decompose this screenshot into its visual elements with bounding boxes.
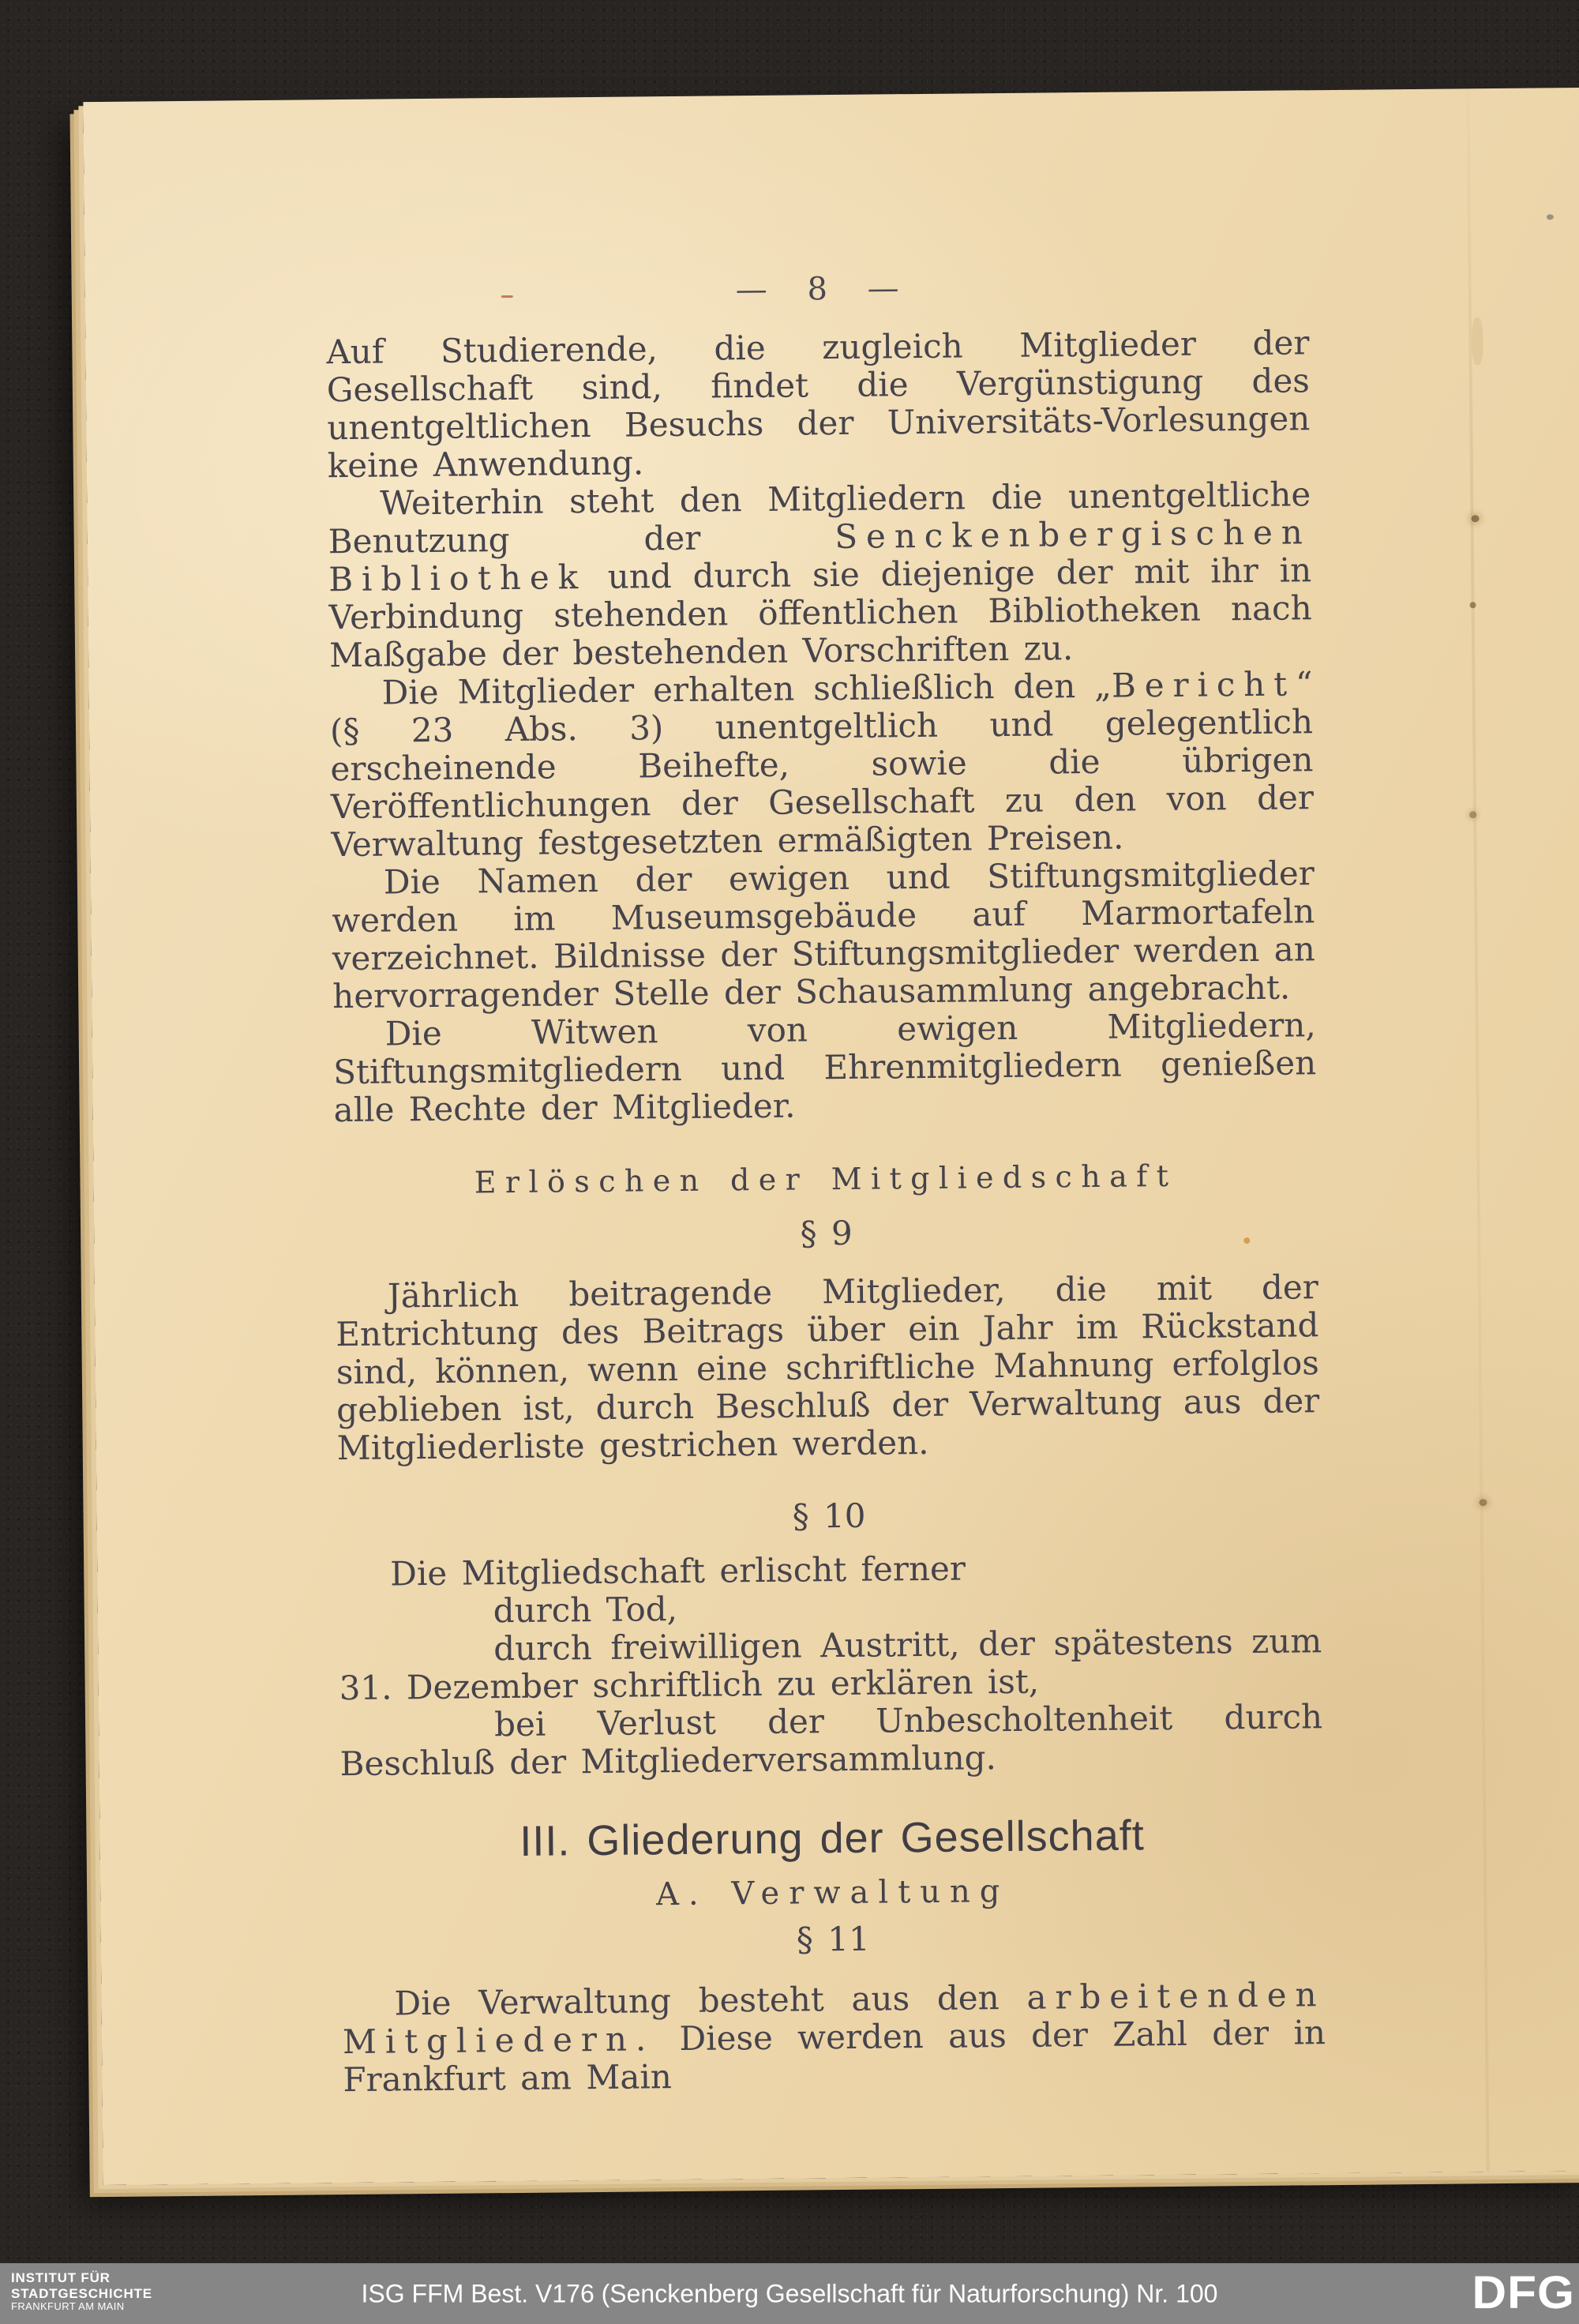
paragraph-library: Weiterhin steht den Mitgliedern die unentgeltliche Benutzung der Senckenbergischen Bibliothek und durch sie diejenige der mit ihr in Verbindung stehenden öffentlichen Bibliotheken nach Maßgabe der bestehenden Vorschriften zu. [328,475,1312,675]
isg-logo-line: INSTITUT FÜR [11,2270,111,2285]
fold-crease [1466,88,1489,2172]
archive-caption: ISG FFM Best. V176 (Senckenberg Gesellschaft für Naturforschung) Nr. 100 [361,2279,1218,2307]
isg-logo-line: STADTGESCHICHTE [11,2285,152,2301]
paragraph-rueckstand: Jährlich beitragende Mitglieder, die mit der Entrichtung des Beitrags über ein Jahr im Rückstand sind, können, wenn eine schriftliche Mahnung erfolglos geblieben ist, durch Beschluß der Verwaltung aus der Mitgliederliste gestrichen werden. [336,1267,1320,1468]
paper-stain [1472,317,1483,365]
isg-logo-line: FRANKFURT AM MAIN [11,2300,125,2313]
stitch-hole [1470,602,1476,608]
stitch-hole [1469,811,1476,818]
document-page [83,88,1579,2185]
paragraph-students: Auf Studierende, die zugleich Mitglieder der Gesellschaft sind, findet die Vergünstigung des unentgeltlichen Besuchs der Universitäts-Vorlesungen keine Anwendung. [326,323,1311,486]
section-mark-10: § 10 [792,1496,866,1536]
heading-erloeschen: Erlöschen der Mitgliedschaft [474,1158,1178,1200]
footer-bar [0,2263,1579,2324]
document-text [325,265,1326,2099]
paragraph-witwen: Die Witwen von ewigen Mitgliedern, Stiftungsmitgliedern und Ehrenmitgliedern genießen alle Rechte der Mitglieder. [332,1005,1317,1130]
paragraph-verwaltung-besteht: Die Verwaltung besteht aus den arbeitenden Mitgliedern. Diese werden aus der Zahl der in Frankfurt am Main [342,1975,1326,2100]
paragraph-erlischt: Die Mitgliedschaft erlischt ferner [390,1549,966,1594]
paper-stain [1547,214,1554,220]
list-item-austritt: durch freiwilligen Austritt, der spätestens zum 31. Dezember schriftlich zu erklären ist, [339,1621,1322,1708]
heading-gliederung: III. Gliederung der Gesellschaft [519,1812,1145,1865]
section-mark-9: § 9 [800,1213,853,1253]
stitch-hole [1479,1499,1487,1506]
list-item-tod: durch Tod, [493,1590,678,1631]
isg-logo [11,2270,152,2313]
paragraph-bericht: Die Mitglieder erhalten schließlich den „Bericht“ (§ 23 Abs. 3) unentgeltlich und gelegentlich erscheinende Beihefte, sowie die übrigen Veröffentlichungen der Gesellschaft zu den von der Verwaltung festgesetzten ermäßigten Preisen. [329,664,1315,865]
page-number: — 8 — [735,270,899,309]
paragraph-marmortafeln: Die Namen der ewigen und Stiftungsmitglieder werden im Museumsgebäude auf Marmortafeln verzeichnet. Bildnisse der Stiftungsmitglieder werden an hervorragender Stelle der Schausammlung angebracht. [332,854,1315,1016]
list-item-unbescholtenheit: bei Verlust der Unbescholtenheit durch Beschluß der Mitgliederversammlung. [339,1697,1323,1784]
dfg-logo: DFG [1472,2266,1575,2318]
stitch-hole [1471,515,1479,522]
section-mark-11: § 11 [796,1919,870,1959]
heading-verwaltung: A. Verwaltung [655,1873,1010,1913]
